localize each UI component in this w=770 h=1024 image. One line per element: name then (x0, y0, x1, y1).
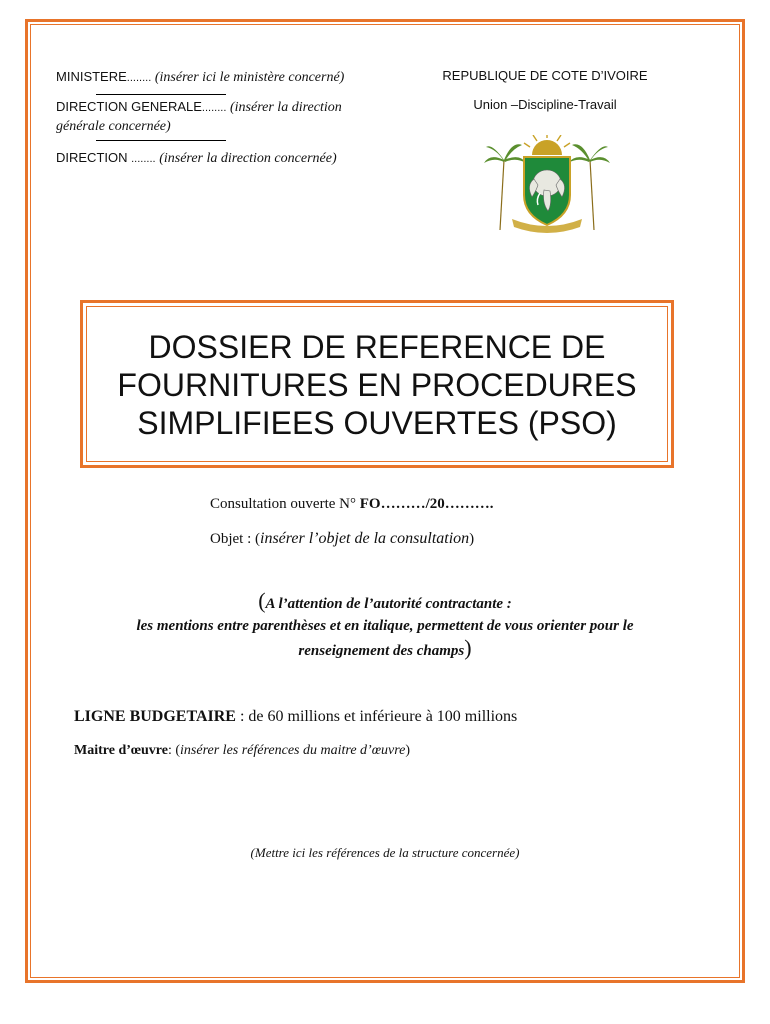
ministere-line (56, 68, 396, 87)
dg-hint-2: générale concernée) (56, 119, 171, 134)
coat-of-arms-icon (482, 135, 612, 235)
direction-dots: ........ (131, 153, 156, 165)
attention-close-paren: ) (464, 635, 472, 660)
divider-1 (96, 94, 226, 95)
attention-note (50, 590, 720, 662)
consultation-value: FO………/20………. (359, 496, 494, 512)
dg-line (56, 98, 396, 117)
dg-dots: ........ (201, 102, 227, 114)
country-name: REPUBLIQUE DE COTE D’IVOIRE (442, 68, 648, 83)
maitre-hint: insérer les références du maitre d’œuvre (180, 743, 406, 758)
objet-close: ) (469, 531, 475, 547)
attention-line-2: les mentions entre parenthèses et en italique, permettent de vous orienter pour le (136, 618, 634, 634)
budget-label: LIGNE BUDGETAIRE (74, 708, 236, 725)
attention-open-paren: ( (258, 588, 266, 613)
objet-line (210, 530, 474, 548)
header-left-direction (56, 149, 396, 168)
objet-label: Objet : ( (210, 531, 260, 547)
maitre-sep: : ( (167, 743, 181, 758)
header-left-dg (56, 98, 396, 136)
national-motto: Union –Discipline-Travail (473, 97, 617, 112)
direction-label: DIRECTION (56, 150, 132, 165)
title-line-1: DOSSIER DE REFERENCE DE (148, 329, 606, 365)
maitre-oeuvre-line (74, 743, 410, 759)
structure-reference-note: (Mettre ici les références de la structure concernée) (250, 845, 520, 860)
attention-line-3: renseignement des champs (298, 643, 465, 659)
ministere-hint: (insérer ici le ministère concerné) (154, 70, 345, 85)
dg-label: DIRECTION GENERALE (56, 99, 202, 114)
consultation-number (210, 496, 493, 513)
maitre-close: ) (405, 743, 411, 758)
direction-line (56, 149, 396, 168)
document-title (86, 328, 668, 442)
budget-value: : de 60 millions et inférieure à 100 millions (235, 708, 518, 725)
objet-hint: insérer l’objet de la consultation (260, 530, 470, 547)
header-left (56, 68, 396, 87)
header-right (430, 68, 660, 112)
dg-line-2 (56, 117, 396, 136)
ministere-dots: ........ (126, 72, 152, 84)
dg-hint-1: (insérer la direction (230, 100, 342, 115)
direction-hint: (insérer la direction concernée) (159, 151, 337, 166)
ministere-label: MINISTERE (56, 69, 127, 84)
consultation-label: Consultation ouverte N° (210, 496, 360, 512)
budget-line (74, 708, 517, 726)
title-line-3: SIMPLIFIEES OUVERTES (PSO) (137, 405, 617, 441)
attention-line-1: A l’attention de l’autorité contractante : (265, 596, 512, 612)
title-line-2: FOURNITURES EN PROCEDURES (117, 367, 637, 403)
maitre-label: Maitre d’œuvre (74, 743, 168, 758)
divider-2 (96, 140, 226, 141)
